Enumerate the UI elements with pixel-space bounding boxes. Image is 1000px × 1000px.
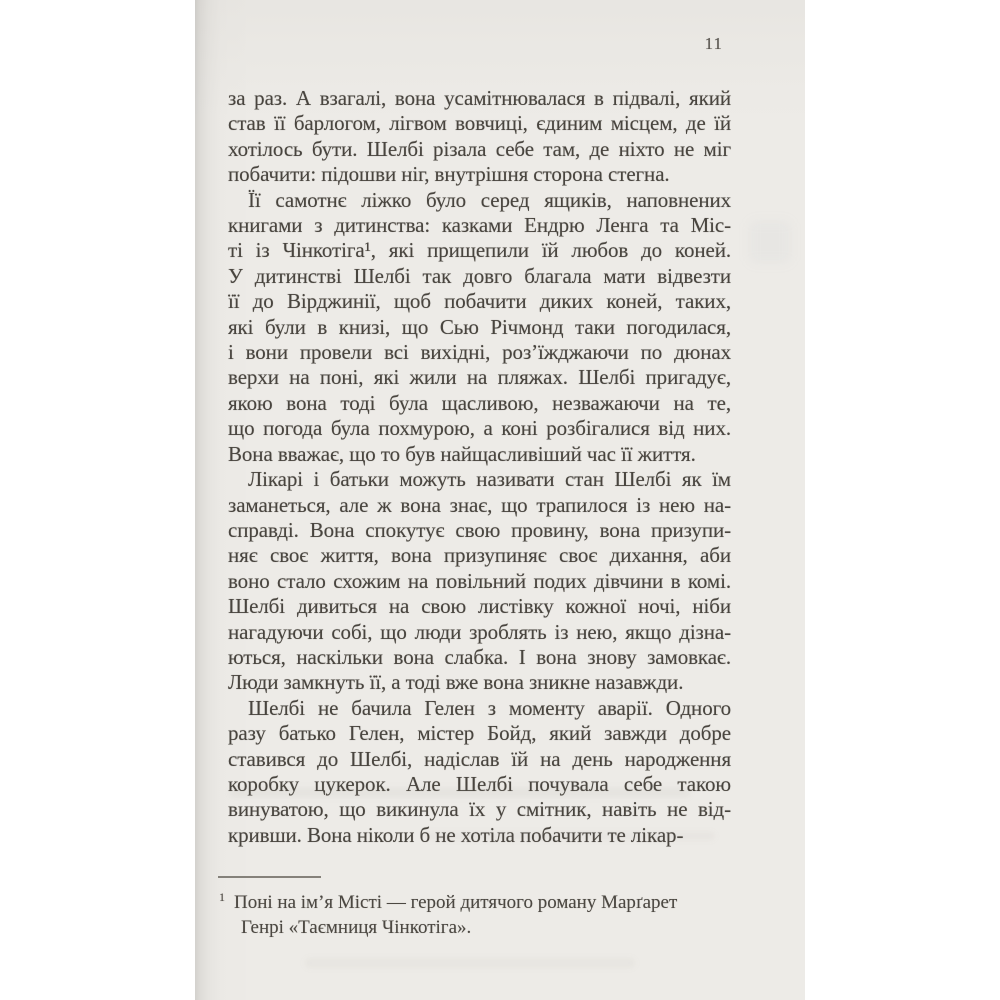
- footnote: [218, 885, 726, 940]
- text-line: разу батько Гелен, містер Бойд, який завжди добре: [228, 721, 731, 746]
- paragraph: [228, 467, 731, 696]
- text-line: верхи на поні, які жили на пляжах. Шелбі пригадує,: [228, 365, 731, 390]
- text-line: Вона вважає, що то був найщасливіший час її життя.: [228, 441, 696, 466]
- text-line: якою вона тоді була щасливою, незважаючи на те,: [228, 390, 731, 415]
- footnote-marker: 1: [219, 890, 225, 904]
- text-line: няє своє життя, вона призупиняє своє дихання, аби: [228, 543, 731, 568]
- bleedthrough-mark: [305, 958, 635, 968]
- text-line: що погода була похмурою, а коні розбігалися від них.: [228, 416, 731, 441]
- text-line: Її самотнє ліжко було серед ящиків, наповнених: [248, 187, 731, 212]
- text-line: Люди замкнуть її, а тоді вже вона зникне назавжди.: [228, 670, 684, 695]
- footnote-line: [218, 885, 726, 916]
- paragraph: [228, 86, 731, 188]
- bleedthrough-mark: [750, 222, 790, 262]
- text-line: воно стало схожим на повільний подих дівчини в комі.: [228, 568, 731, 593]
- text-line: і вони провели всі вихідні, роз’їжджаючи по дюнах: [228, 340, 731, 365]
- text-line: У дитинстві Шелбі так довго благала мати відвезти: [228, 263, 731, 288]
- text-line: нагадуючи собі, що люди зроблять із нею, якщо дізна-: [228, 619, 731, 644]
- text-line: справді. Вона спокутує свою провину, вона призупи-: [228, 517, 731, 542]
- footnote-text: Поні на ім’я Місті — герой дитячого роману Марґарет: [234, 892, 678, 913]
- text-line: Шелбі не бачила Гелен з моменту аварії. Одного: [248, 695, 731, 720]
- text-line: які були в книзі, що Сью Річмонд таки погодилася,: [228, 314, 731, 339]
- paragraph: [228, 696, 731, 848]
- text-line: ті із Чінкотіга¹, які прищепили їй любов до коней.: [228, 238, 731, 263]
- text-line: її до Вірджинії, щоб побачити диких коней, таких,: [228, 289, 731, 314]
- text-line: побачити: підошви ніг, внутрішня сторона стегна.: [228, 162, 670, 187]
- text-line: книгами з дитинства: казками Ендрю Ленга та Міс-: [228, 213, 731, 238]
- body-text: [228, 86, 731, 848]
- text-line: ються, наскільки вона слабка. І вона знову замовкає.: [228, 644, 731, 669]
- text-line: заманеться, але ж вона знає, що трапилося із нею на-: [228, 492, 731, 517]
- page-number: 11: [704, 34, 723, 53]
- footnote-line: Генрі «Таємниця Чінкотіга».: [241, 916, 472, 938]
- text-line: кривши. Вона ніколи б не хотіла побачити те лікар-: [228, 822, 684, 847]
- text-line: Лікарі і батьки можуть називати стан Шелбі як їм: [248, 467, 731, 492]
- text-line: Шелбі дивиться на свою листівку кожної ночі, ніби: [228, 594, 731, 619]
- text-line: коробку цукерок. Але Шелбі почувала себе такою: [228, 771, 731, 796]
- text-line: за раз. А взагалі, вона усамітнювалася в підвалі, який: [228, 86, 731, 110]
- page-paper: [195, 0, 805, 1000]
- footnote-separator: [218, 876, 321, 878]
- paragraph: [228, 188, 731, 467]
- text-line: хотілось бути. Шелбі різала себе там, де ніхто не міг: [228, 136, 731, 161]
- text-line: ставився до Шелбі, надіслав їй на день народження: [228, 746, 731, 771]
- text-line: винуватою, що викинула їх у смітник, навіть не від-: [228, 797, 731, 822]
- text-line: став її барлогом, лігвом вовчиці, єдиним місцем, де їй: [228, 111, 731, 136]
